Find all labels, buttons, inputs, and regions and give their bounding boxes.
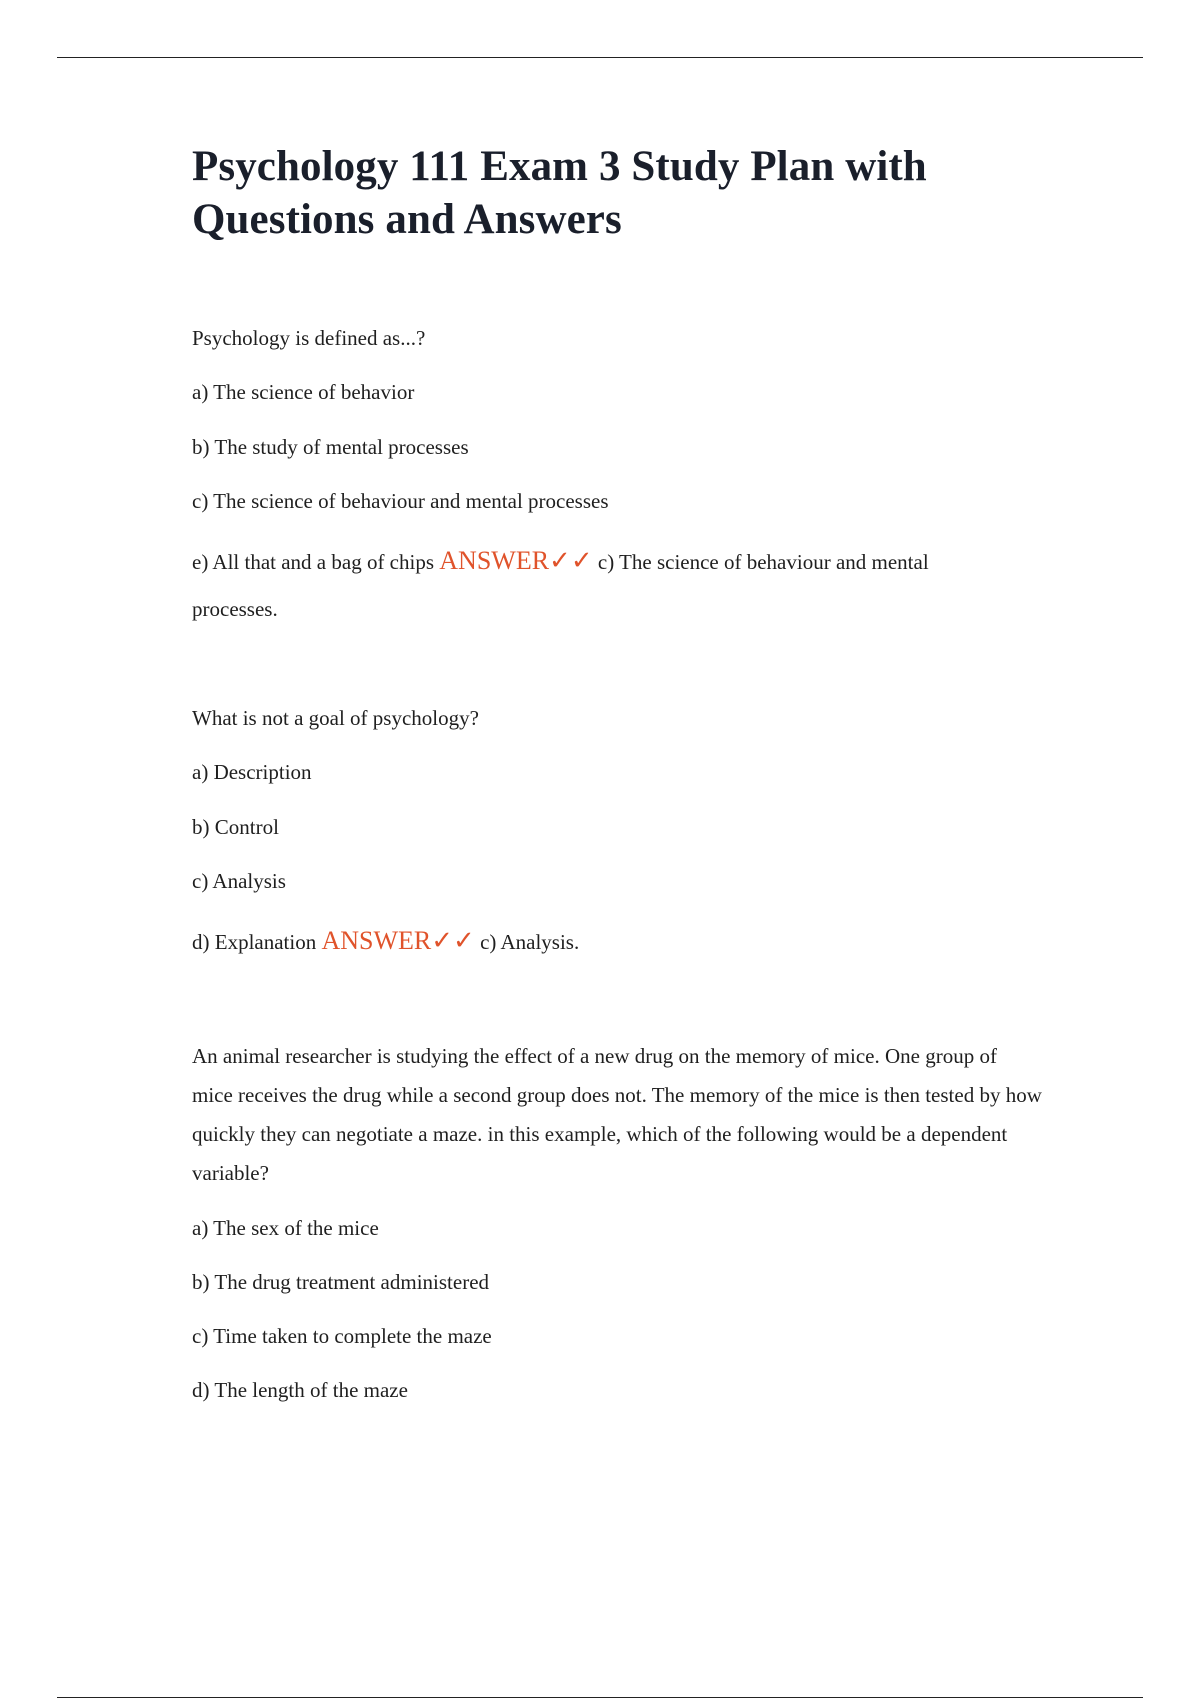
answer-text: c) Analysis. bbox=[480, 930, 580, 954]
answer-line bbox=[192, 548, 929, 575]
answer-text: c) The science of behaviour and mental bbox=[597, 550, 929, 574]
option-d: d) The length of the maze bbox=[192, 1378, 408, 1402]
option-d: d) Explanation bbox=[192, 930, 317, 954]
question-prompt: An animal researcher is studying the effect of a new drug on the memory of mice. One group of mice receives the drug while a second group does not. The memory of the mice is then tested by how quickly they can negotiate a maze. in this example, which of the following would be a dependent variable? bbox=[192, 1044, 1042, 1185]
option-a: a) Description bbox=[192, 760, 312, 784]
option-b: b) Control bbox=[192, 815, 279, 839]
bottom-rule bbox=[57, 1697, 1143, 1698]
option-e: e) All that and a bag of chips bbox=[192, 550, 435, 574]
option-c: c) Time taken to complete the maze bbox=[192, 1324, 492, 1348]
answer-label: ANSWER✓✓ bbox=[321, 926, 475, 955]
top-rule bbox=[57, 57, 1143, 58]
answer-line bbox=[192, 928, 579, 955]
option-a: a) The sex of the mice bbox=[192, 1216, 379, 1240]
option-b: b) The drug treatment administered bbox=[192, 1270, 490, 1294]
document-title: Psychology 111 Exam 3 Study Plan with Questions and Answers bbox=[192, 143, 927, 243]
document-header bbox=[192, 140, 1042, 246]
answer-continuation: processes. bbox=[192, 597, 278, 621]
question-prompt: Psychology is defined as...? bbox=[192, 326, 426, 350]
question-prompt: What is not a goal of psychology? bbox=[192, 706, 479, 730]
option-a: a) The science of behavior bbox=[192, 380, 415, 404]
option-b: b) The study of mental processes bbox=[192, 435, 469, 459]
answer-label: ANSWER✓✓ bbox=[439, 546, 593, 575]
option-c: c) The science of behaviour and mental processes bbox=[192, 489, 609, 513]
option-c: c) Analysis bbox=[192, 869, 286, 893]
